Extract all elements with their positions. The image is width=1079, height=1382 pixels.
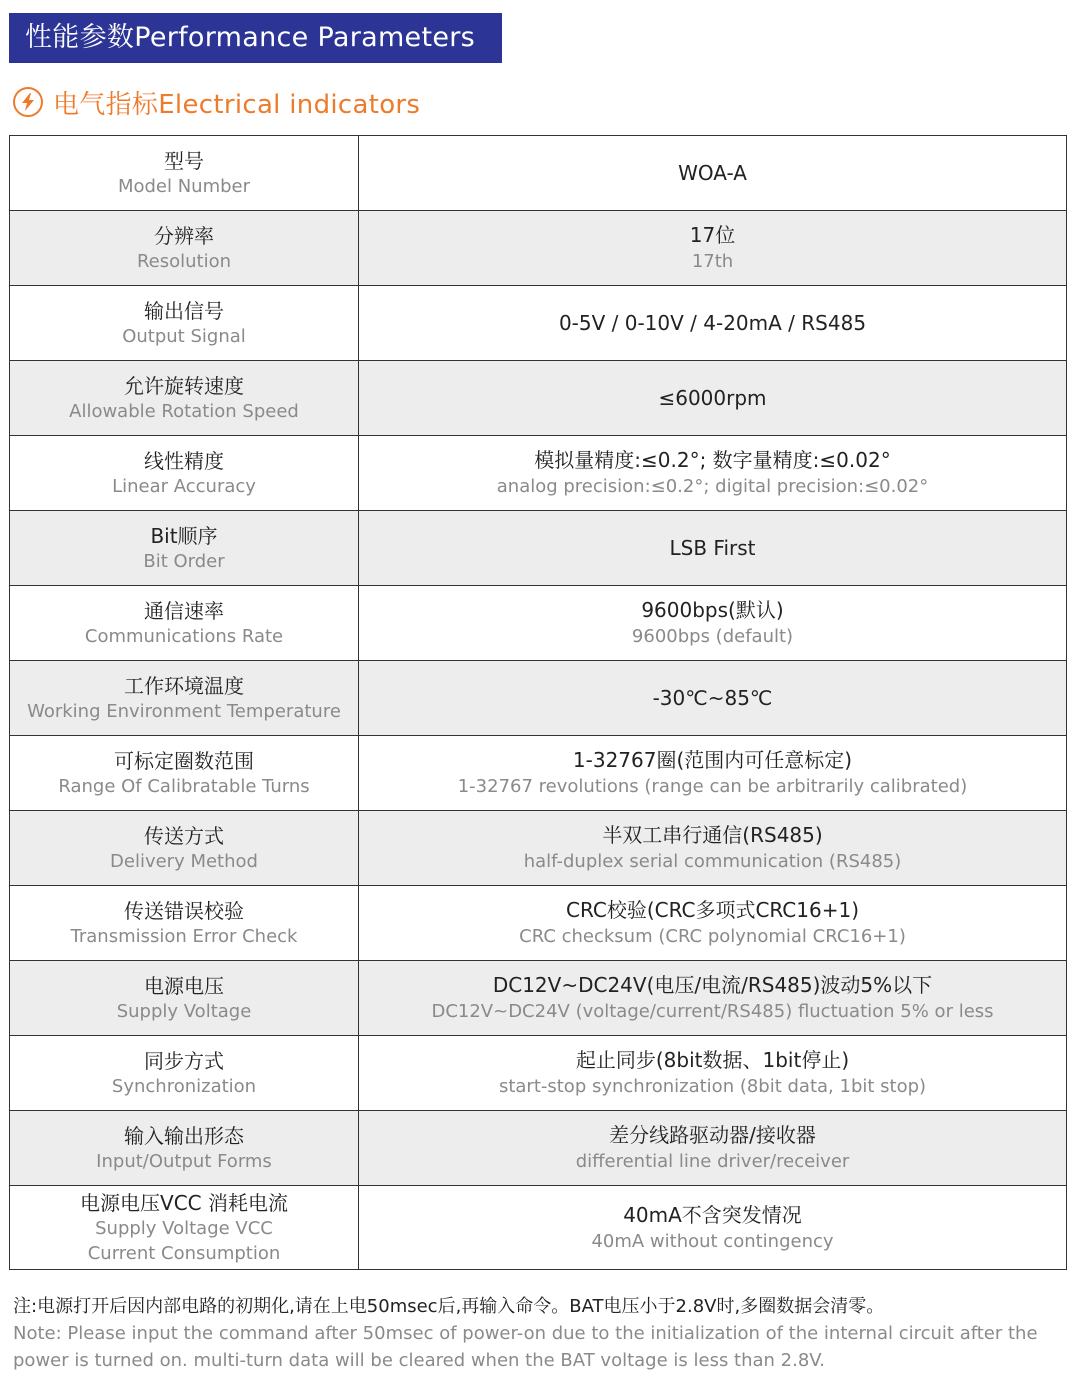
value-en: DC12V~DC24V (voltage/current/RS485) fluctuation 5% or less (431, 1001, 994, 1022)
label-zh: 可标定圈数范围 (114, 748, 254, 773)
label-en: Supply Voltage VCC (95, 1217, 273, 1239)
table-row (10, 736, 1067, 811)
row-value (359, 1186, 1067, 1270)
row-value (359, 586, 1067, 661)
value-zh: ≤6000rpm (658, 385, 767, 410)
value-zh: 半双工串行通信(RS485) (602, 823, 823, 847)
row-label (10, 586, 359, 661)
value-en: 40mA without contingency (591, 1230, 834, 1252)
table-row (10, 511, 1067, 586)
value-en: start-stop synchronization (8bit data, 1bit stop) (498, 1076, 927, 1097)
label-en: Synchronization (111, 1075, 257, 1097)
table-row (10, 361, 1067, 436)
label-en: Communications Rate (84, 625, 284, 647)
row-value (359, 286, 1067, 361)
row-label (10, 1186, 359, 1270)
label-zh: 电源电压 (144, 973, 224, 998)
value-en: CRC checksum (CRC polynomial CRC16+1) (519, 926, 906, 947)
value-zh: 9600bps(默认) (641, 598, 784, 622)
table-row (10, 1186, 1067, 1270)
label-en: Working Environment Temperature (27, 700, 341, 722)
table-row (10, 286, 1067, 361)
lightning-bolt-icon (13, 87, 43, 117)
value-en: analog precision:≤0.2°; digital precision:≤0.02° (496, 476, 929, 497)
label-en: Resolution (136, 250, 232, 272)
label-zh: 传送错误校验 (124, 898, 244, 923)
label-en: Delivery Method (110, 850, 258, 872)
section-heading (13, 82, 420, 122)
row-value (359, 661, 1067, 736)
table-row (10, 586, 1067, 661)
value-zh: 模拟量精度:≤0.2°; 数字量精度:≤0.02° (534, 448, 891, 472)
label-en: Linear Accuracy (112, 475, 256, 497)
row-label (10, 211, 359, 286)
row-label (10, 361, 359, 436)
value-en: differential line driver/receiver (575, 1151, 850, 1172)
row-label (10, 886, 359, 961)
value-en: half-duplex serial communication (RS485) (523, 851, 902, 872)
label-zh: 通信速率 (144, 598, 224, 623)
value-zh: 1-32767圈(范围内可任意标定) (572, 748, 853, 772)
label-zh: 分辨率 (154, 223, 214, 248)
row-value (359, 1036, 1067, 1111)
row-label (10, 811, 359, 886)
value-zh: 40mA不含突发情况 (623, 1202, 802, 1227)
value-zh: DC12V~DC24V(电压/电流/RS485)波动5%以下 (492, 973, 933, 997)
table-row (10, 1111, 1067, 1186)
parameters-table (9, 135, 1067, 1270)
table-row (10, 1036, 1067, 1111)
row-label (10, 511, 359, 586)
label-zh: 型号 (164, 148, 204, 173)
row-value (359, 136, 1067, 211)
label-en: Model Number (117, 175, 251, 197)
row-value (359, 811, 1067, 886)
table-row (10, 961, 1067, 1036)
row-label (10, 1036, 359, 1111)
value-zh: -30℃~85℃ (652, 685, 773, 710)
value-zh: 17位 (689, 223, 736, 247)
row-label (10, 436, 359, 511)
table-row (10, 811, 1067, 886)
row-value (359, 1111, 1067, 1186)
row-value (359, 436, 1067, 511)
footnote (13, 1294, 1071, 1374)
value-zh: LSB First (669, 535, 756, 560)
table-row (10, 211, 1067, 286)
row-value (359, 211, 1067, 286)
label-zh: 线性精度 (144, 448, 224, 473)
row-label (10, 1111, 359, 1186)
label-en: Allowable Rotation Speed (69, 400, 299, 422)
table-row (10, 136, 1067, 211)
label-en-line2: Current Consumption (87, 1242, 281, 1264)
label-zh: 传送方式 (144, 823, 224, 848)
row-label (10, 661, 359, 736)
label-en: Input/Output Forms (96, 1150, 272, 1172)
row-value (359, 961, 1067, 1036)
table-row (10, 436, 1067, 511)
label-zh: 允许旋转速度 (124, 373, 244, 398)
row-label (10, 286, 359, 361)
label-en: Range Of Calibratable Turns (58, 775, 310, 797)
section-title: 电气指标Electrical indicators (53, 89, 421, 120)
value-zh: 起止同步(8bit数据、1bit停止) (575, 1048, 850, 1072)
row-value (359, 886, 1067, 961)
value-en: 9600bps (default) (631, 626, 794, 647)
row-value (359, 511, 1067, 586)
row-value (359, 361, 1067, 436)
label-en: Transmission Error Check (70, 925, 298, 947)
label-zh: Bit顺序 (150, 523, 218, 548)
table-row (10, 886, 1067, 961)
value-zh: 0-5V / 0-10V / 4-20mA / RS485 (558, 310, 867, 335)
label-zh: 同步方式 (144, 1048, 224, 1073)
label-zh: 工作环境温度 (124, 673, 244, 698)
value-en: 1-32767 revolutions (range can be arbitrarily calibrated) (457, 776, 968, 797)
row-label (10, 961, 359, 1036)
label-en: Supply Voltage (116, 1000, 252, 1022)
footnote-en: Note: Please input the command after 50msec of power-on due to the initialization of the internal circuit after the power is turned on. multi-turn data will be cleared when the BAT voltage is less than 2.8V. (13, 1323, 1038, 1371)
value-zh: CRC校验(CRC多项式CRC16+1) (565, 898, 860, 922)
label-zh: 输入输出形态 (124, 1123, 244, 1148)
label-en: Output Signal (122, 325, 246, 347)
label-en: Bit Order (143, 550, 225, 572)
row-label (10, 736, 359, 811)
value-en: 17th (691, 251, 734, 272)
row-label (10, 136, 359, 211)
page-title: 性能参数Performance Parameters (9, 13, 502, 63)
label-zh: 输出信号 (144, 298, 224, 323)
table-row (10, 661, 1067, 736)
footnote-zh: 注:电源打开后因内部电路的初期化,请在上电50msec后,再输入命令。BAT电压小于2.8V时,多圈数据会清零。 (13, 1296, 885, 1317)
label-zh: 电源电压VCC 消耗电流 (80, 1190, 288, 1215)
row-value (359, 736, 1067, 811)
value-zh: WOA-A (678, 160, 747, 185)
value-zh: 差分线路驱动器/接收器 (609, 1123, 816, 1147)
